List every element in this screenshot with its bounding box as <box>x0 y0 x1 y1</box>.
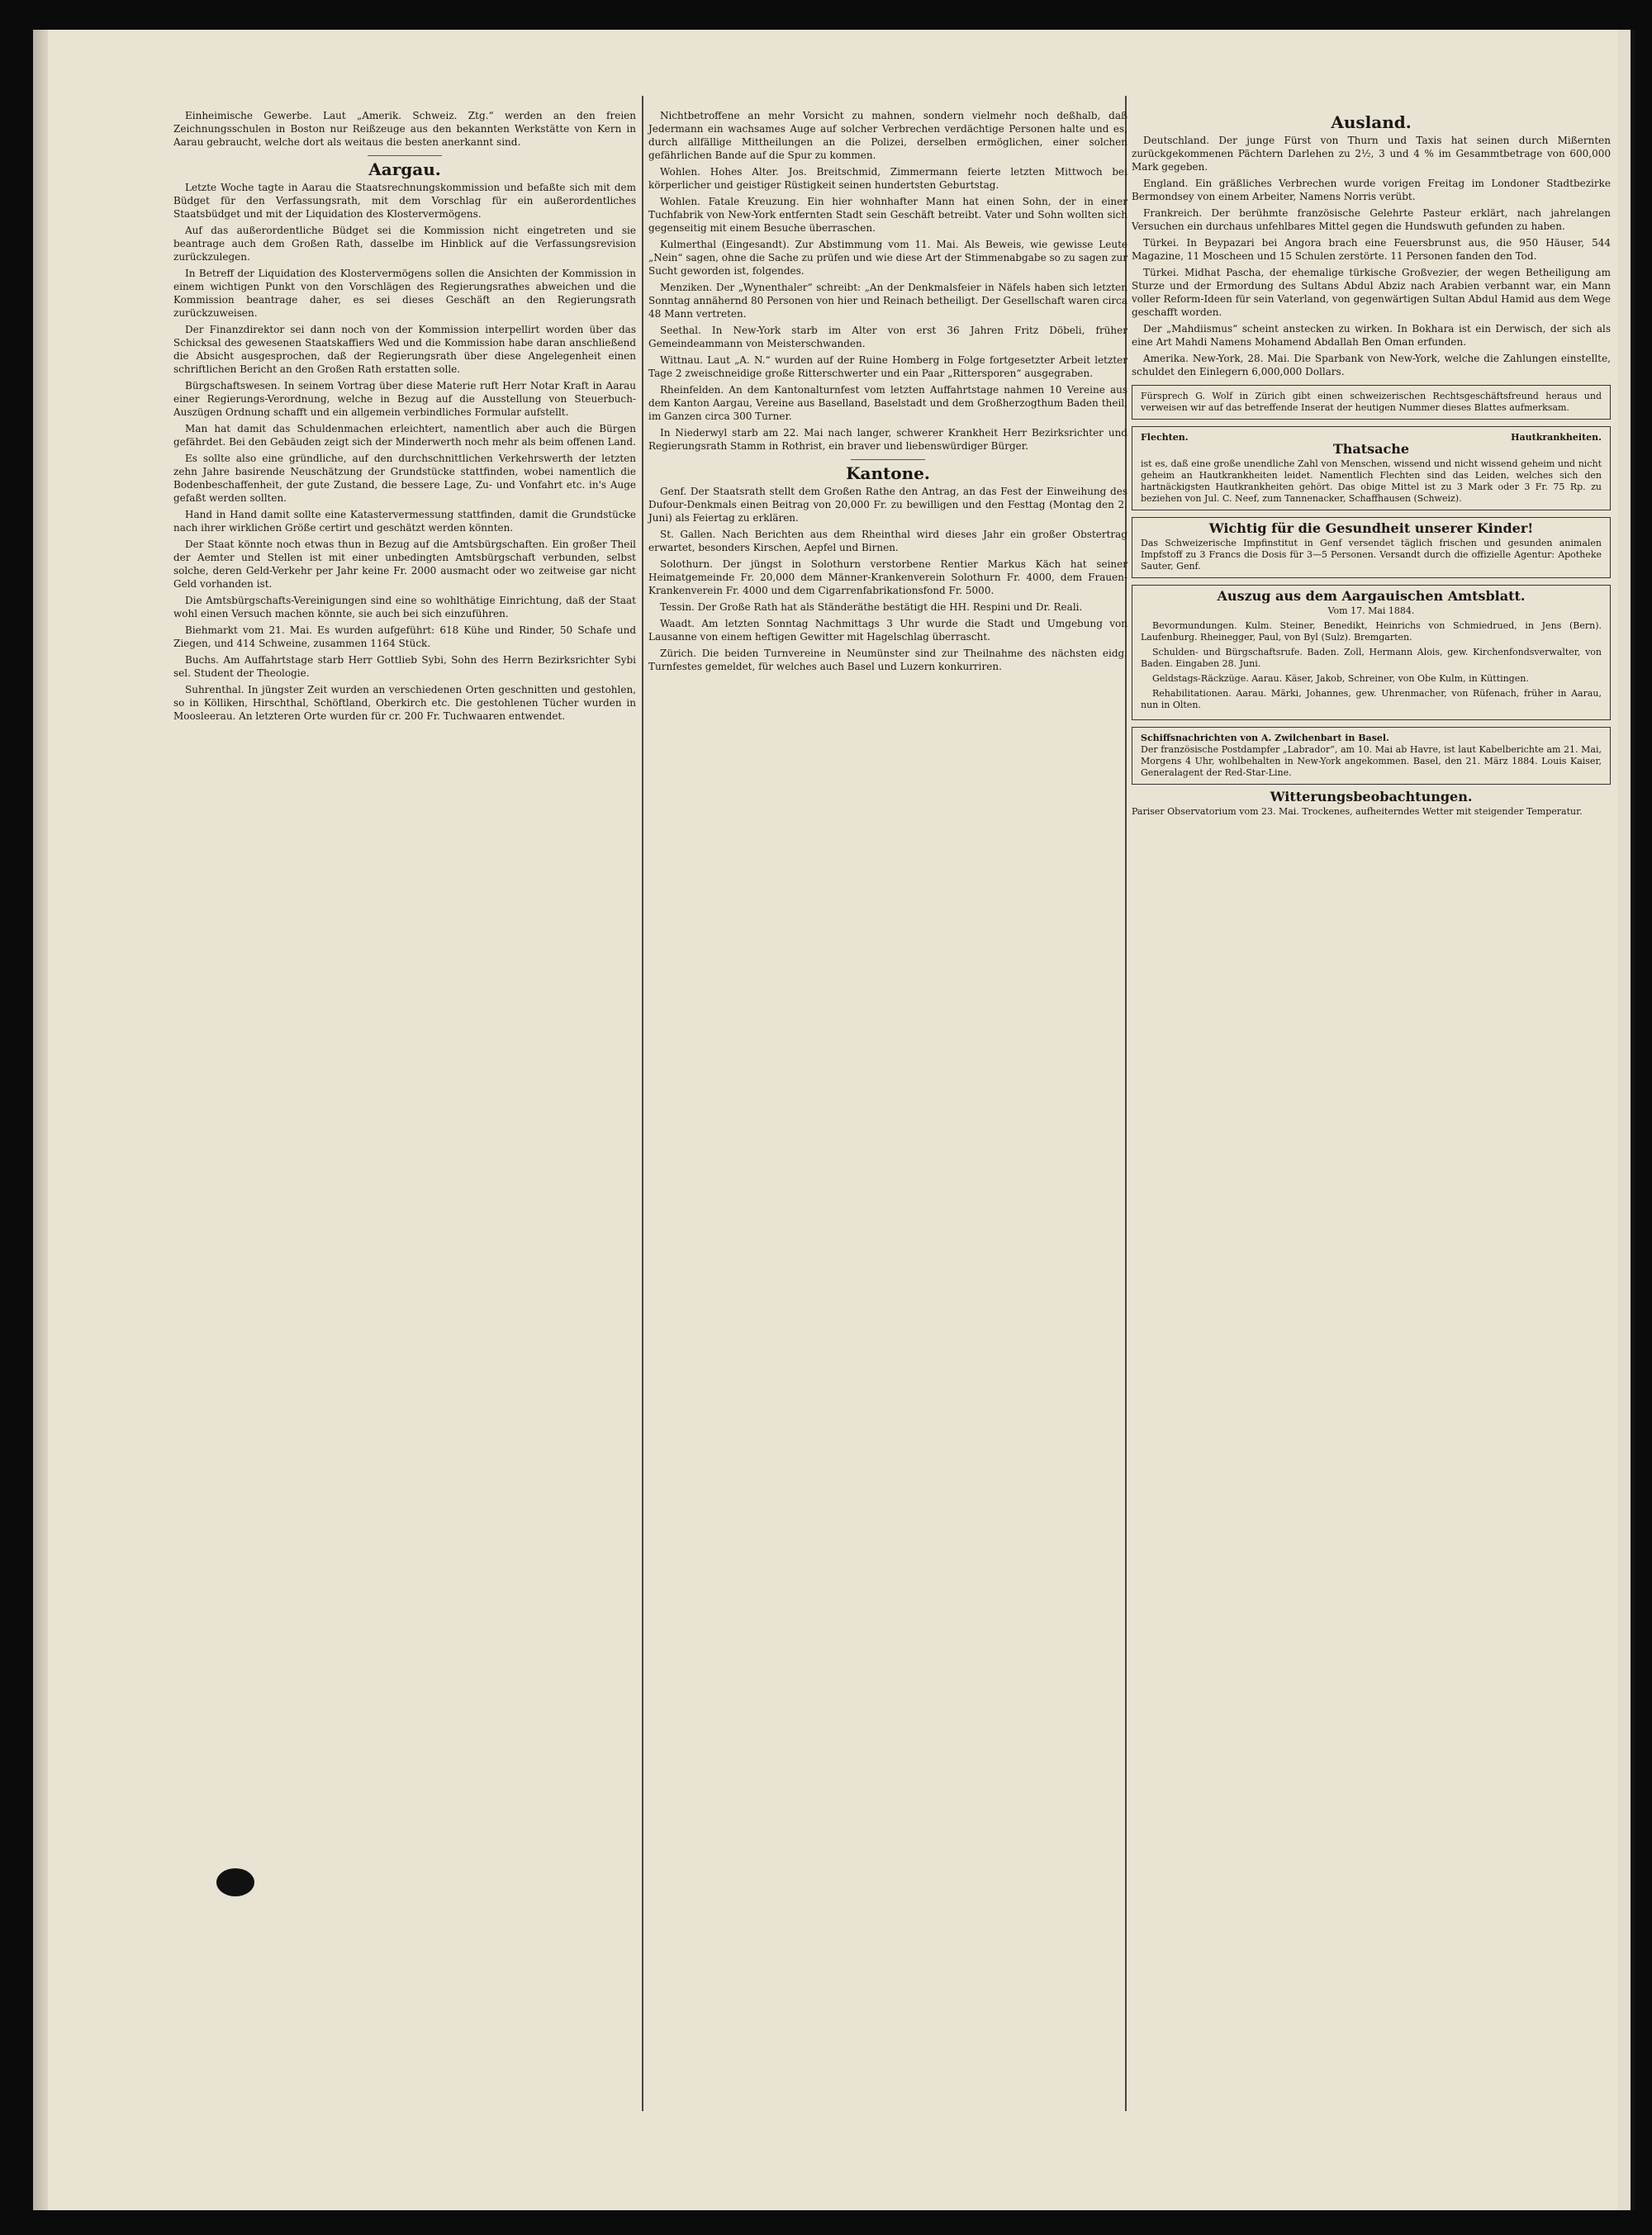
column-3 <box>1132 109 1611 818</box>
column-1 <box>173 109 636 726</box>
paragraph: Bevormundungen. Kulm. Steiner, Benedikt, Heinrichs von Schmiedrued, in Jens (Bern). Laufenburg. Rheinegger, Paul, von Byl (Sulz). Bremgarten. <box>1141 620 1602 643</box>
ad-rechtsfreund <box>1132 385 1611 420</box>
newspaper-page <box>33 30 1635 2210</box>
paragraph: Zürich. Die beiden Turnvereine in Neumünster sind zur Theilnahme des nächsten eidg. Turnfestes gemeldet, für welches auch Basel und Luzern konkurriren. <box>648 648 1127 672</box>
ad-title: Thatsache <box>1332 441 1410 457</box>
paragraph: Wittnau. Laut „A. N.“ wurden auf der Ruine Homberg in Folge fortgesetzter Arbeit letzter Tage 2 zweischneidige große Ritterschwerter und ein Paar „Rittersporen“ ausgegraben. <box>648 354 1127 379</box>
paragraph: Biehmarkt vom 21. Mai. Es wurden aufgeführt: 618 Kühe und Rinder, 50 Schafe und Ziegen, und 414 Schweine, zusammen 1164 Stück. <box>173 624 636 649</box>
ad-impfinstitut <box>1132 517 1611 578</box>
page-edge <box>33 30 48 2210</box>
column-2 <box>648 109 1127 676</box>
paragraph: Schulden- und Bürgschaftsrufe. Baden. Zoll, Hermann Alois, gew. Kirchenfondsverwalter, von Baden. Eingaben 28. Juni. <box>1141 647 1602 669</box>
weather-text: Pariser Observatorium vom 23. Mai. Trockenes, aufheiterndes Wetter mit steigender Temperatur. <box>1132 806 1583 817</box>
paragraph: Der „Mahdiismus“ scheint anstecken zu wirken. In Bokhara ist ein Derwisch, der sich als eine Art Mahdi Namens Mohamend Abdallah Ben Oman erfunden. <box>1132 323 1611 348</box>
weather-report <box>1132 791 1611 818</box>
paragraph: Seethal. In New-York starb im Alter von erst 36 Jahren Fritz Döbeli, früher Gemeindeammann von Meisterschwanden. <box>648 325 1127 349</box>
weather-title: Witterungsbeobachtungen. <box>1270 789 1473 804</box>
column-rule <box>642 96 643 2111</box>
separator <box>368 155 442 156</box>
paragraph: Amerika. New-York, 28. Mai. Die Sparbank von New-York, welche die Zahlungen einstellte, schuldet den Einlegern 6,000,000 Dollars. <box>1132 353 1611 377</box>
paragraph: Buchs. Am Auffahrtstage starb Herr Gottlieb Sybi, Sohn des Herrn Bezirksrichter Sybi sel. Student der Theologie. <box>173 654 636 679</box>
paragraph: Rehabilitationen. Aarau. Märki, Johannes, gew. Uhrenmacher, von Rüfenach, früher in Aarau, nun in Olten. <box>1141 688 1602 710</box>
paragraph: Der Finanzdirektor sei dann noch von der Kommission interpellirt worden über das Schicksal des gewesenen Staatskaffiers Wed und die Kommission habe daran anschließend die Absicht ausgesprochen, daß der Regierungsrath über diese Angelegenheit einen schriftlichen Bericht an den Großen Rath erstatten solle. <box>173 324 636 375</box>
paragraph: Die Amtsbürgschafts-Vereinigungen sind eine so wohlthätige Einrichtung, daß der Staat wohl einen Versuch machen könnte, sie auch bei sich einzuführen. <box>173 595 636 619</box>
paragraph: Waadt. Am letzten Sonntag Nachmittags 3 Uhr wurde die Stadt und Umgebung von Lausanne von einem heftigen Gewitter mit Hagelschlag überrascht. <box>648 618 1127 643</box>
paragraph: England. Ein gräßliches Verbrechen wurde vorigen Freitag im Londoner Stadtbezirke Bermondsey von einem Arbeiter, Namens Norris verübt. <box>1132 178 1611 202</box>
paragraph: Tessin. Der Große Rath hat als Ständeräthe bestätigt die HH. Respini und Dr. Reali. <box>660 601 1083 613</box>
ad-title: Wichtig für die Gesundheit unserer Kinder! <box>1208 520 1534 536</box>
paragraph: Türkei. In Beypazari bei Angora brach eine Feuersbrunst aus, die 950 Häuser, 544 Magazine, 11 Moscheen und 15 Schulen zerstörte. 11 Personen fanden den Tod. <box>1132 237 1611 262</box>
ad-text: Der französische Postdampfer „Labrador“, am 10. Mai ab Havre, ist laut Kabelberichte am 21. Mai, Morgens 4 Uhr, wohlbehalten in New-York angekommen. Basel, den 21. März 1884. Louis Kaiser, Generalagent der Red-Star-Line. <box>1141 744 1602 778</box>
ink-blot <box>216 1868 254 1896</box>
paragraph: Genf. Der Staatsrath stellt dem Großen Rathe den Antrag, an das Fest der Einweihung des Dufour-Denkmals einen Beitrag von 20,000 Fr. zu bewilligen und den Festtag (Montag den 2. Juni) als Feiertag zu erklären. <box>648 486 1127 524</box>
paragraph: Der Staat könnte noch etwas thun in Bezug auf die Amtsbürgschaften. Ein großer Theil der Aemter und Stellen ist mit einer unbedingten Amtsbürgschaft verbunden, selbst solche, deren Geld-Verkehr per Jahr keine Fr. 2000 ausmacht oder wo zeitweise gar nicht Geld vorhanden ist. <box>173 539 636 590</box>
paragraph: Wohlen. Hohes Alter. Jos. Breitschmid, Zimmermann feierte letzten Mittwoch bei körperlicher und geistiger Rüstigkeit seinen hundertsten Geburtstag. <box>648 166 1127 191</box>
separator <box>851 459 925 460</box>
ad-schiffsnachrichten <box>1132 727 1611 785</box>
ad-left-label: Flechten. <box>1141 432 1189 443</box>
ad-text: Fürsprech G. Wolf in Zürich gibt einen schweizerischen Rechtsgeschäftsfreund heraus und verweisen wir auf das betreffende Inserat der heutigen Nummer dieses Blattes aufmerksam. <box>1141 391 1602 413</box>
section-heading-kantone: Kantone. <box>846 463 930 483</box>
paragraph: Rheinfelden. An dem Kantonalturnfest vom letzten Auffahrtstage nahmen 10 Vereine aus dem Kanton Aargau, Vereine aus Baselland, Baselstadt und dem Großherzogthum Baden theil, im Ganzen circa 300 Turner. <box>648 384 1127 422</box>
paragraph: Wohlen. Fatale Kreuzung. Ein hier wohnhafter Mann hat einen Sohn, der in einer Tuchfabrik von New-York entfernten Stadt sein Geschäft betreibt. Vater und Sohn wollten sich gegenseitig mit einem Besuche überraschen. <box>648 196 1127 234</box>
article-gewerbe: Einheimische Gewerbe. Laut „Amerik. Schweiz. Ztg.“ werden an den freien Zeichnungsschulen in Boston nur Reißzeuge aus den bekannten Werkstätte von Kern in Aarau gebraucht, welche dort als weitaus die besten anerkannt sind. <box>173 110 636 148</box>
ad-date: Vom 17. Mai 1884. <box>1327 605 1415 616</box>
ad-title: Auszug aus dem Aargauischen Amtsblatt. <box>1217 588 1526 604</box>
paragraph: Auf das außerordentliche Büdget sei die Kommission nicht eingetreten und sie beantrage auch dem Großen Rath, dasselbe im Hinblick auf die Verfassungsrevision zurückzulegen. <box>173 225 636 263</box>
paragraph: Frankreich. Der berühmte französische Gelehrte Pasteur erklärt, nach jahrelangen Versuchen ein durchaus unfehlbares Mittel gegen die Hundswuth gefunden zu haben. <box>1132 207 1611 232</box>
paragraph: St. Gallen. Nach Berichten aus dem Rheinthal wird dieses Jahr ein großer Obstertrag erwartet, besonders Kirschen, Aepfel und Birnen. <box>648 529 1127 553</box>
paragraph: Geldstags-Räckzüge. Aarau. Käser, Jakob, Schreiner, von Obe Kulm, in Küttingen. <box>1152 673 1529 684</box>
paragraph: Suhrenthal. In jüngster Zeit wurden an verschiedenen Orten geschnitten und gestohlen, so in Kölliken, Hirschthal, Schöftland, Oberkirch etc. Die gestohlenen Tücher wurden in Moosleerau. An letzteren Orte wurden für cr. 200 Fr. Tuchwaaren entwendet. <box>173 684 636 722</box>
section-heading-aargau: Aargau. <box>368 159 441 179</box>
paragraph: In Niederwyl starb am 22. Mai nach langer, schwerer Krankheit Herr Bezirksrichter und Regierungsrath Stamm in Rothrist, ein braver und liebenswürdiger Bürger. <box>648 427 1127 452</box>
paragraph: Letzte Woche tagte in Aarau die Staatsrechnungskommission und befaßte sich mit dem Büdget für den Verfassungsrath, mit dem Vorschlag für ein außerordentliches Staatsbüdget und mit der Liquidation des Klostervermögens. <box>173 182 636 220</box>
paragraph: Hand in Hand damit sollte eine Katastervermessung stattfinden, damit die Grundstücke nach ihrer wirklichen Größe certirt und geschätzt werden könnten. <box>173 509 636 534</box>
paragraph: Man hat damit das Schuldenmachen erleichtert, namentlich aber auch die Bürgen gefährdet. Bei den Gebäuden zeigt sich der Minderwerth noch mehr als beim offenen Land. <box>173 423 636 448</box>
ad-amtsblatt <box>1132 585 1611 720</box>
paragraph: In Betreff der Liquidation des Klostervermögens sollen die Ansichten der Kommission in einem wichtigen Punkt von den Vorschlägen des Regierungsrathes abweichen und die Kommission beantrage daher, es sei dieses Geschäft an den Regierungsrath zurückzuweisen. <box>173 268 636 319</box>
ad-right-label: Hautkrankheiten. <box>1511 432 1602 443</box>
paragraph: Menziken. Der „Wynenthaler“ schreibt: „An der Denkmalsfeier in Näfels haben sich letzten Sonntag annähernd 80 Personen von hier und Reinach betheiligt. Der Gesellschaft waren circa 48 Mann vertreten. <box>648 282 1127 320</box>
section-heading-ausland: Ausland. <box>1331 112 1412 132</box>
paragraph: Türkei. Midhat Pascha, der ehemalige türkische Großvezier, der wegen Betheiligung am Sturze und der Ermordung des Sultans Abdul Abziz nach Arabien verbannt war, ein Mann voller Reform-Ideen für sein Vaterland, von gegenwärtigen Sultan Abdul Hamid aus dem Wege geschafft worden. <box>1132 267 1611 318</box>
paragraph: Deutschland. Der junge Fürst von Thurn und Taxis hat seinen durch Mißernten zurückgekommenen Pächtern Darlehen zu 2½, 3 und 4 % im Gesammtbetrage von 600,000 Mark gegeben. <box>1132 135 1611 173</box>
paragraph: Bürgschaftswesen. In seinem Vortrag über diese Materie ruft Herr Notar Kraft in Aarau einer Regierungs-Verordnung, welche in Bezug auf die Ausstellung von Steuerbuch-Auszügen Ordnung schafft und ein allgemein verbindliches Formular aufstellt. <box>173 380 636 418</box>
ad-title: Schiffsnachrichten von A. Zwilchenbart in Basel. <box>1141 733 1389 743</box>
paragraph: Nichtbetroffene an mehr Vorsicht zu mahnen, sondern vielmehr noch deßhalb, daß Jedermann ein wachsames Auge auf solcher Verbrechen verdächtige Personen halte und es, durch allfällige Mittheilungen an die Polizei, derselben ermöglichen, einer solchen gefährlichen Bande auf die Spur zu kommen. <box>648 110 1127 161</box>
paragraph: Kulmerthal (Eingesandt). Zur Abstimmung vom 11. Mai. Als Beweis, wie gewisse Leute „Nein“ sagen, ohne die Sache zu prüfen und wie diese Art der Stimmenabgabe so zu sagen zur Sucht geworden ist, folgendes. <box>648 239 1127 277</box>
paragraph: Solothurn. Der jüngst in Solothurn verstorbene Rentier Markus Käch hat seiner Heimatgemeinde Fr. 20,000 dem Männer-Krankenverein Solothurn Fr. 4000, dem Frauen-Krankenverein Fr. 4000 und dem Cigarrenfabrikationsfond Fr. 5000. <box>648 558 1127 596</box>
ad-text: ist es, daß eine große unendliche Zahl von Menschen, wissend und nicht wissend geheim und nicht geheim an Hautkrankheiten leidet. Namentlich Flechten sind das Leiden, welches sich den hartnäckigsten Hautkrankheiten gehört. Das obige Mittel ist zu 3 Mark oder 3 Fr. 75 Rp. zu beziehen von Jul. C. Neef, zum Tannenacker, Schaffhausen (Schweiz). <box>1141 458 1602 504</box>
ad-text: Das Schweizerische Impfinstitut in Genf versendet täglich frischen und gesunden animalen Impfstoff zu 3 Francs die Dosis für 3—5 Personen. Versandt durch die offizielle Agentur: Apotheke Sauter, Genf. <box>1141 538 1602 572</box>
ad-thatsache <box>1132 426 1611 510</box>
paragraph: Es sollte also eine gründliche, auf den durchschnittlichen Verkehrswerth der letzten zehn Jahre basirende Neuschätzung der Grundstücke stattfinden, wobei namentlich die Bodenbeschaffenheit, der gute Zustand, die bessere Lage, Zu- und Vonfahrt etc. in's Auge gefaßt werden sollten. <box>173 453 636 504</box>
page-edge-right <box>1631 30 1635 2210</box>
